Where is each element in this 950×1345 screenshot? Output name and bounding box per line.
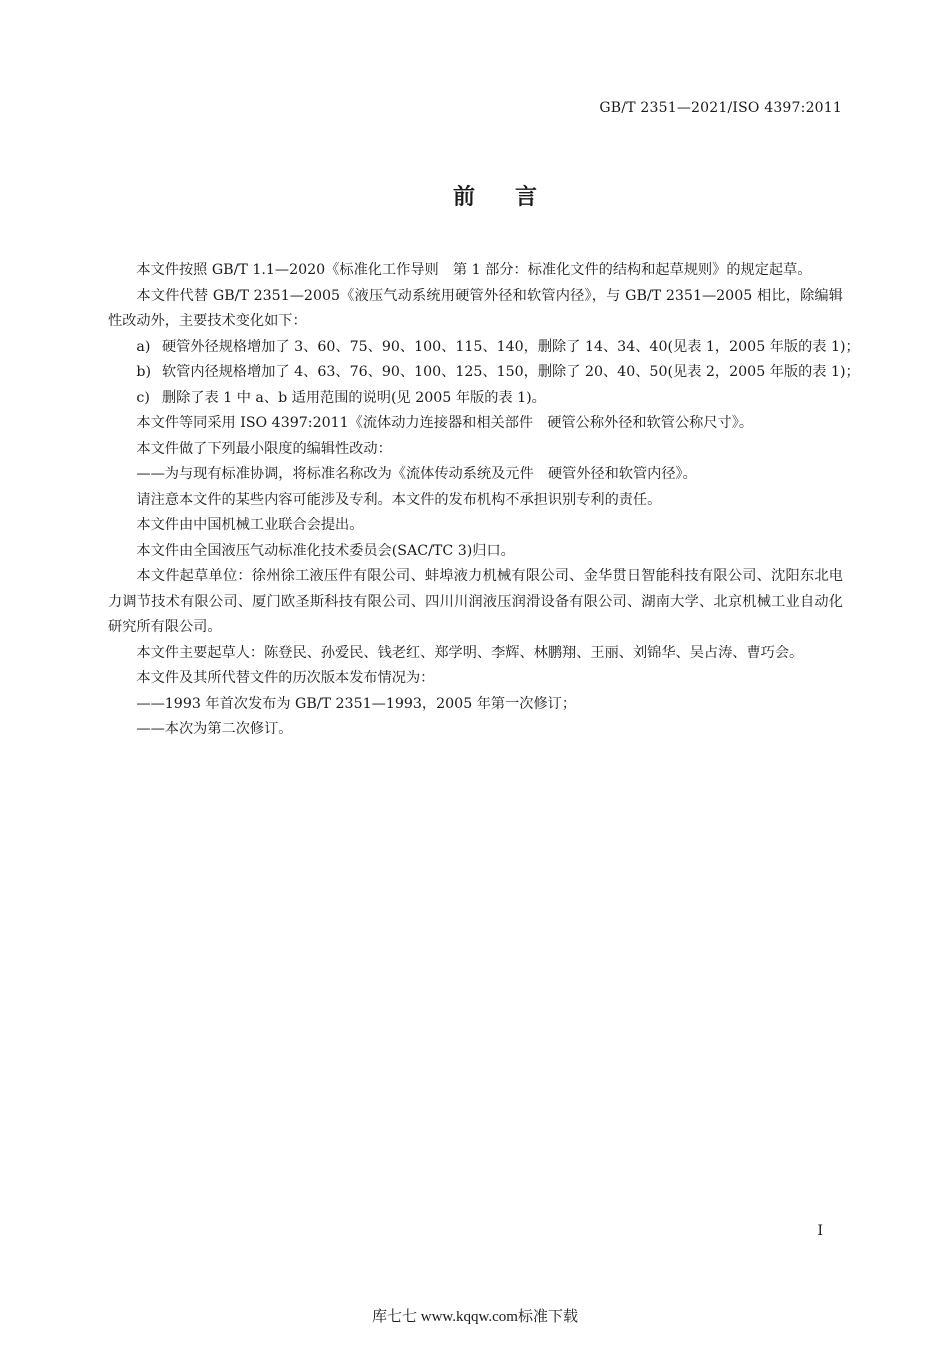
- footer-watermark: 库七七 www.kqqw.com标准下载: [372, 1309, 578, 1325]
- list-item-c: [108, 386, 843, 412]
- paragraph-replacement: 本文件代替 GB/T 2351—2005《液压气动系统用硬管外径和软管内径》，与 GB/T 2351—2005 相比，除编辑性改动外，主要技术变化如下：: [108, 287, 843, 329]
- list-text-a: 硬管外径规格增加了 3、60、75、90、100、115、140，删除了 14、34、40(见表 1，2005 年版的表 1)；: [161, 338, 860, 355]
- paragraph-history-2: ——本次为第二次修订。: [136, 721, 293, 737]
- paragraph-proposer: 本文件由中国机械工业联合会提出。: [136, 517, 364, 533]
- document-body: [108, 258, 860, 743]
- list-marker-a: a): [136, 338, 151, 355]
- list-text-b: 软管内径规格增加了 4、63、76、90、100、125、150，删除了 20、40、50(见表 2，2005 年版的表 1)；: [161, 364, 860, 380]
- paragraph-patent-notice: 请注意本文件的某些内容可能涉及专利。本文件的发布机构不承担识别专利的责任。: [136, 491, 662, 508]
- standard-code-header: GB/T 2351—2021/ISO 4397:2011: [599, 100, 842, 116]
- paragraph-drafting-basis: 本文件按照 GB/T 1.1—2020《标准化工作导则 第 1 部分：标准化文件的结构和起草规则》的规定起草。: [136, 262, 812, 278]
- paragraph-editorial-changes: 本文件做了下列最小限度的编辑性改动：: [136, 440, 392, 457]
- paragraph-name-change: ——为与现有标准协调，将标准名称改为《流体传动系统及元件 硬管外径和软管内径》。: [136, 466, 697, 482]
- paragraph-iso-adoption: 本文件等同采用 ISO 4397:2011《流体动力连接器和相关部件 硬管公称外径和软管公称尺寸》。: [136, 415, 754, 431]
- paragraph-drafters: 本文件主要起草人：陈登民、孙爱民、钱老红、郑学明、李辉、林鹏翔、王丽、刘锦华、吴占涛、曹巧会。: [136, 644, 804, 661]
- page-number: I: [817, 1223, 823, 1239]
- paragraph-committee: 本文件由全国液压气动标准化技术委员会(SAC/TC 3)归口。: [136, 542, 515, 559]
- list-marker-b: b): [136, 364, 152, 380]
- paragraph-drafting-units: 本文件起草单位：徐州徐工液压件有限公司、蚌埠液力机械有限公司、金华贯日智能科技有限公司、沈阳东北电力调节技术有限公司、厦门欧圣斯科技有限公司、四川川润液压润滑设备有限公司、湖南大学、北京机械工业自动化研究所有限公司。: [108, 568, 843, 635]
- paragraph-history-1: ——1993 年首次发布为 GB/T 2351—1993，2005 年第一次修订；: [136, 695, 577, 712]
- list-item-b: [108, 360, 860, 386]
- list-marker-c: c): [136, 389, 150, 406]
- page-title: 前言: [452, 185, 577, 210]
- paragraph-history-intro: 本文件及其所代替文件的历次版本发布情况为：: [136, 670, 435, 686]
- list-item-a: [108, 335, 860, 361]
- list-text-c: 删除了表 1 中 a、b 适用范围的说明(见 2005 年版的表 1)。: [161, 389, 546, 406]
